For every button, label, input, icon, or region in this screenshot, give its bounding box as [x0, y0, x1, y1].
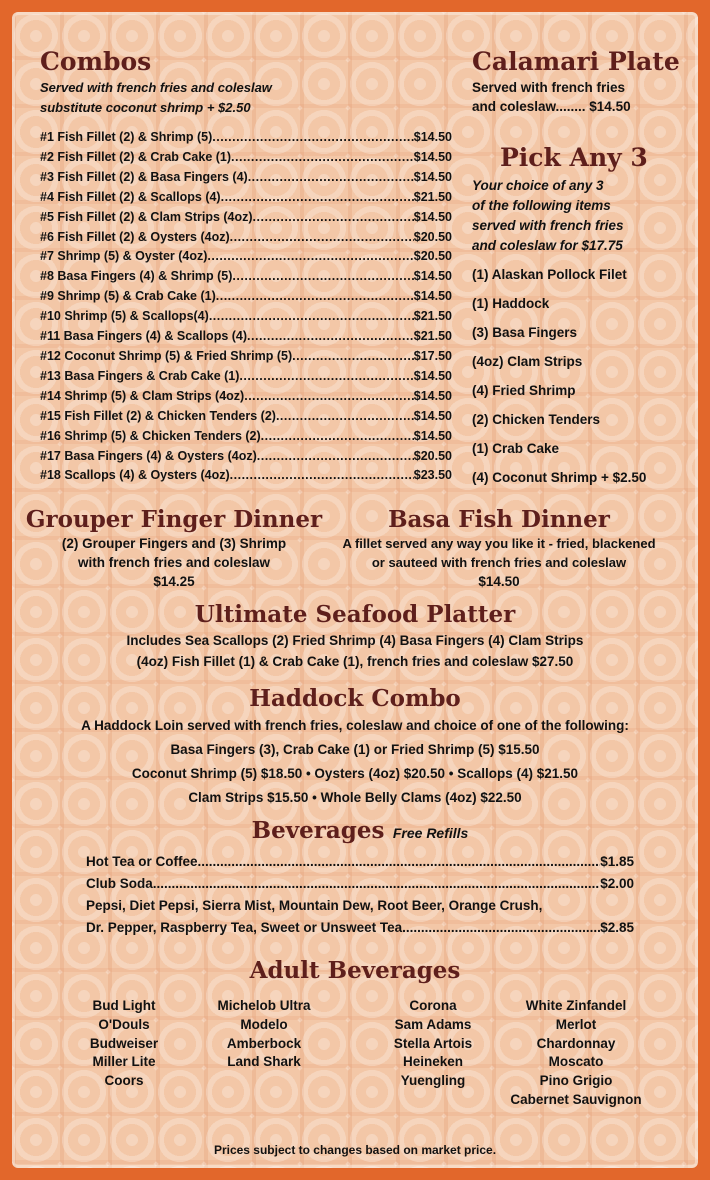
- combo-price: $17.50: [413, 348, 452, 363]
- leader-dots: [207, 247, 413, 267]
- beverage-price: $1.85: [600, 854, 634, 869]
- combo-price: $14.50: [413, 169, 452, 184]
- adult-beverages-section: [20, 956, 690, 986]
- list-item: Budweiser: [89, 1035, 159, 1051]
- leader-dots: [153, 873, 600, 895]
- combo-price: $14.50: [413, 428, 452, 443]
- beverage-name: Dr. Pepper, Raspberry Tea, Sweet or Unsweet Tea: [86, 920, 403, 935]
- list-item: Cabernet Sauvignon: [510, 1091, 642, 1107]
- combo-name: #12 Coconut Shrimp (5) & Fried Shrimp (5): [40, 348, 293, 363]
- grouper-section: [24, 506, 324, 591]
- footer-note: Prices subject to changes based on market price.: [213, 1143, 497, 1157]
- combo-row: [40, 168, 452, 188]
- list-item: Amberbock: [226, 1035, 302, 1051]
- combo-name: #8 Basa Fingers (4) & Shrimp (5): [40, 269, 233, 284]
- beverage-row: [86, 873, 634, 895]
- combo-price: $14.50: [413, 269, 452, 284]
- combo-row: [40, 228, 452, 248]
- combo-row: [40, 407, 452, 427]
- combo-price: $21.50: [413, 189, 452, 204]
- combo-price: $20.50: [413, 249, 452, 264]
- combo-row: [40, 347, 452, 367]
- leader-dots: [276, 407, 414, 427]
- combo-price: $20.50: [413, 448, 452, 463]
- leader-dots: [248, 168, 414, 188]
- combo-price: $14.50: [413, 289, 452, 304]
- pick-any-3-title: Pick Any 3: [500, 143, 648, 172]
- combo-row: [40, 128, 452, 148]
- leader-dots: [212, 128, 414, 148]
- list-item: Michelob Ultra: [217, 998, 311, 1013]
- combo-price: $21.50: [413, 329, 452, 344]
- leader-dots: [239, 367, 413, 387]
- list-item: (4oz) Clam Strips: [472, 354, 583, 369]
- combo-name: #14 Shrimp (5) & Clam Strips (4oz): [40, 388, 245, 403]
- basa-line-1: A fillet served any way you like it - fried, blackened: [342, 536, 656, 551]
- list-item: Coors: [104, 1073, 144, 1089]
- haddock-line-2: Basa Fingers (3), Crab Cake (1) or Fried Shrimp (5) $15.50: [170, 742, 540, 757]
- combo-price: $21.50: [413, 309, 452, 324]
- leader-dots: [247, 327, 414, 347]
- combo-row: [40, 427, 452, 447]
- haddock-line-4: Clam Strips $15.50 • Whole Belly Clams (4oz) $22.50: [188, 790, 522, 805]
- combo-price: $14.50: [413, 130, 452, 144]
- combo-name: #10 Shrimp (5) & Scallops(4): [40, 309, 209, 324]
- leader-dots: [253, 208, 414, 228]
- beverage-price: $2.85: [600, 920, 634, 935]
- combo-row: [40, 208, 452, 228]
- adult-col-2: [200, 997, 328, 1072]
- combo-name: #7 Shrimp (5) & Oyster (4oz): [40, 249, 208, 264]
- combo-row: [40, 188, 452, 208]
- combo-row: [40, 327, 452, 347]
- combos-title: Combos: [40, 47, 152, 76]
- pick-any-3-desc: [472, 176, 692, 256]
- list-item: Moscato: [548, 1054, 604, 1070]
- list-item: (3) Basa Fingers: [472, 325, 578, 340]
- leader-dots: [402, 917, 600, 939]
- list-item: White Zinfandel: [525, 998, 627, 1013]
- beverage-row: [86, 895, 634, 917]
- combos-section: [40, 48, 460, 486]
- grouper-line-2: with french fries and coleslaw: [77, 555, 271, 570]
- pick-any-3-list: [472, 260, 692, 492]
- beverages-header: [86, 816, 634, 849]
- combo-name: #4 Fish Fillet (2) & Scallops (4): [40, 189, 221, 204]
- combo-name: #13 Basa Fingers & Crab Cake (1): [40, 368, 240, 383]
- pick-desc-line: of the following items: [472, 198, 611, 213]
- pick-any-3-section: [472, 144, 692, 492]
- haddock-line-1: A Haddock Loin served with french fries, coleslaw and choice of one of the following:: [81, 718, 629, 733]
- adult-col-4: [494, 997, 658, 1110]
- list-item: Sam Adams: [394, 1016, 472, 1032]
- beverage-row: [86, 851, 634, 873]
- calamari-line-1: Served with french fries: [472, 80, 626, 95]
- beverages-title: Beverages: [251, 817, 385, 844]
- calamari-line-2: and coleslaw........ $14.50: [472, 99, 631, 114]
- leader-dots: [230, 228, 414, 248]
- combo-row: [40, 267, 452, 287]
- basa-line-2: or sauteed with french fries and coleslaw: [371, 555, 627, 570]
- beverage-price: $2.00: [600, 876, 634, 891]
- list-item: Bud Light: [92, 998, 156, 1013]
- combos-subtitle-2: substitute coconut shrimp + $2.50: [40, 100, 251, 115]
- list-item: (1) Alaskan Pollock Filet: [472, 267, 627, 282]
- haddock-title: Haddock Combo: [249, 685, 461, 712]
- list-item: O'Douls: [98, 1016, 150, 1032]
- basa-section: [318, 506, 680, 591]
- pick-desc-line: Your choice of any 3: [472, 178, 604, 193]
- adult-beverages-title: Adult Beverages: [249, 957, 461, 984]
- combo-row: [40, 287, 452, 307]
- combo-name: #16 Shrimp (5) & Chicken Tenders (2): [40, 428, 261, 443]
- pick-desc-line: served with french fries: [472, 218, 624, 233]
- combo-name: #2 Fish Fillet (2) & Crab Cake (1): [40, 149, 232, 164]
- leader-dots: [292, 347, 414, 367]
- combo-name: #18 Scallops (4) & Oysters (4oz): [40, 468, 230, 483]
- list-item: Merlot: [555, 1016, 597, 1032]
- combo-price: $14.50: [413, 149, 452, 164]
- list-item: Pino Grigio: [539, 1073, 613, 1089]
- leader-dots: [198, 851, 601, 873]
- leader-dots: [232, 267, 413, 287]
- combo-price: $14.50: [413, 368, 452, 383]
- combo-row: [40, 367, 452, 387]
- calamari-title: Calamari Plate: [472, 47, 680, 76]
- adult-col-1: [74, 997, 174, 1091]
- combo-row: [40, 148, 452, 168]
- beverage-name: Club Soda: [86, 876, 153, 891]
- combo-name: #9 Shrimp (5) & Crab Cake (1): [40, 289, 216, 304]
- list-item: (4) Fried Shrimp: [472, 383, 576, 398]
- list-item: Miller Lite: [92, 1054, 156, 1070]
- combos-subtitle-1: Served with french fries and coleslaw: [40, 80, 272, 95]
- leader-dots: [231, 148, 414, 168]
- leader-dots: [244, 387, 414, 407]
- adult-col-3: [378, 997, 488, 1091]
- combo-row: [40, 387, 452, 407]
- list-item: (4) Coconut Shrimp + $2.50: [472, 470, 647, 485]
- grouper-price: $14.25: [153, 574, 195, 589]
- grouper-title: Grouper Finger Dinner: [25, 506, 323, 533]
- pick-desc-line: and coleslaw for $17.75: [472, 238, 623, 253]
- beverage-name: Pepsi, Diet Pepsi, Sierra Mist, Mountain Dew, Root Beer, Orange Crush,: [86, 898, 543, 913]
- combo-row: [40, 447, 452, 467]
- list-item: (2) Chicken Tenders: [472, 412, 601, 427]
- haddock-line-3: Coconut Shrimp (5) $18.50 • Oysters (4oz) $20.50 • Scallops (4) $21.50: [131, 766, 579, 781]
- combo-price: $14.50: [413, 408, 452, 423]
- beverage-row: [86, 917, 634, 939]
- leader-dots: [216, 287, 414, 307]
- beverage-name: Hot Tea or Coffee: [86, 854, 198, 869]
- combo-name: #1 Fish Fillet (2) & Shrimp (5): [40, 130, 213, 144]
- beverages-note: Free Refills: [392, 825, 469, 841]
- list-item: Stella Artois: [393, 1035, 473, 1051]
- list-item: Heineken: [402, 1054, 464, 1070]
- list-item: (1) Haddock: [472, 296, 550, 311]
- combo-price: $14.50: [413, 209, 452, 224]
- combo-name: #15 Fish Fillet (2) & Chicken Tenders (2): [40, 408, 276, 423]
- combos-list: [40, 128, 452, 486]
- combo-name: #17 Basa Fingers (4) & Oysters (4oz): [40, 448, 257, 463]
- combo-row: [40, 247, 452, 267]
- combo-name: #5 Fish Fillet (2) & Clam Strips (4oz): [40, 209, 253, 224]
- combo-price: $23.50: [413, 468, 452, 483]
- combo-price: $20.50: [413, 229, 452, 244]
- basa-price: $14.50: [478, 574, 520, 589]
- platter-line-1: Includes Sea Scallops (2) Fried Shrimp (4) Basa Fingers (4) Clam Strips: [126, 633, 584, 648]
- list-item: (1) Crab Cake: [472, 441, 560, 456]
- grouper-line-1: (2) Grouper Fingers and (3) Shrimp: [61, 536, 287, 551]
- leader-dots: [209, 307, 414, 327]
- combo-name: #6 Fish Fillet (2) & Oysters (4oz): [40, 229, 230, 244]
- list-item: Corona: [409, 998, 457, 1013]
- leader-dots: [261, 427, 414, 447]
- combo-row: [40, 466, 452, 486]
- platter-section: [20, 600, 690, 672]
- list-item: Modelo: [240, 1016, 288, 1032]
- combo-price: $14.50: [413, 388, 452, 403]
- list-item: Land Shark: [227, 1054, 301, 1070]
- list-item: Yuengling: [400, 1073, 466, 1089]
- combo-name: #11 Basa Fingers (4) & Scallops (4): [40, 329, 248, 344]
- haddock-section: [20, 684, 690, 810]
- leader-dots: [230, 466, 414, 486]
- leader-dots: [221, 188, 414, 208]
- beverages-section: [86, 816, 634, 939]
- calamari-section: [472, 48, 682, 116]
- basa-title: Basa Fish Dinner: [388, 506, 610, 533]
- platter-line-2: (4oz) Fish Fillet (1) & Crab Cake (1), french fries and coleslaw $27.50: [136, 654, 574, 669]
- list-item: Chardonnay: [536, 1035, 616, 1051]
- leader-dots: [257, 447, 414, 467]
- combo-row: [40, 307, 452, 327]
- combo-name: #3 Fish Fillet (2) & Basa Fingers (4): [40, 169, 248, 184]
- platter-title: Ultimate Seafood Platter: [194, 601, 516, 628]
